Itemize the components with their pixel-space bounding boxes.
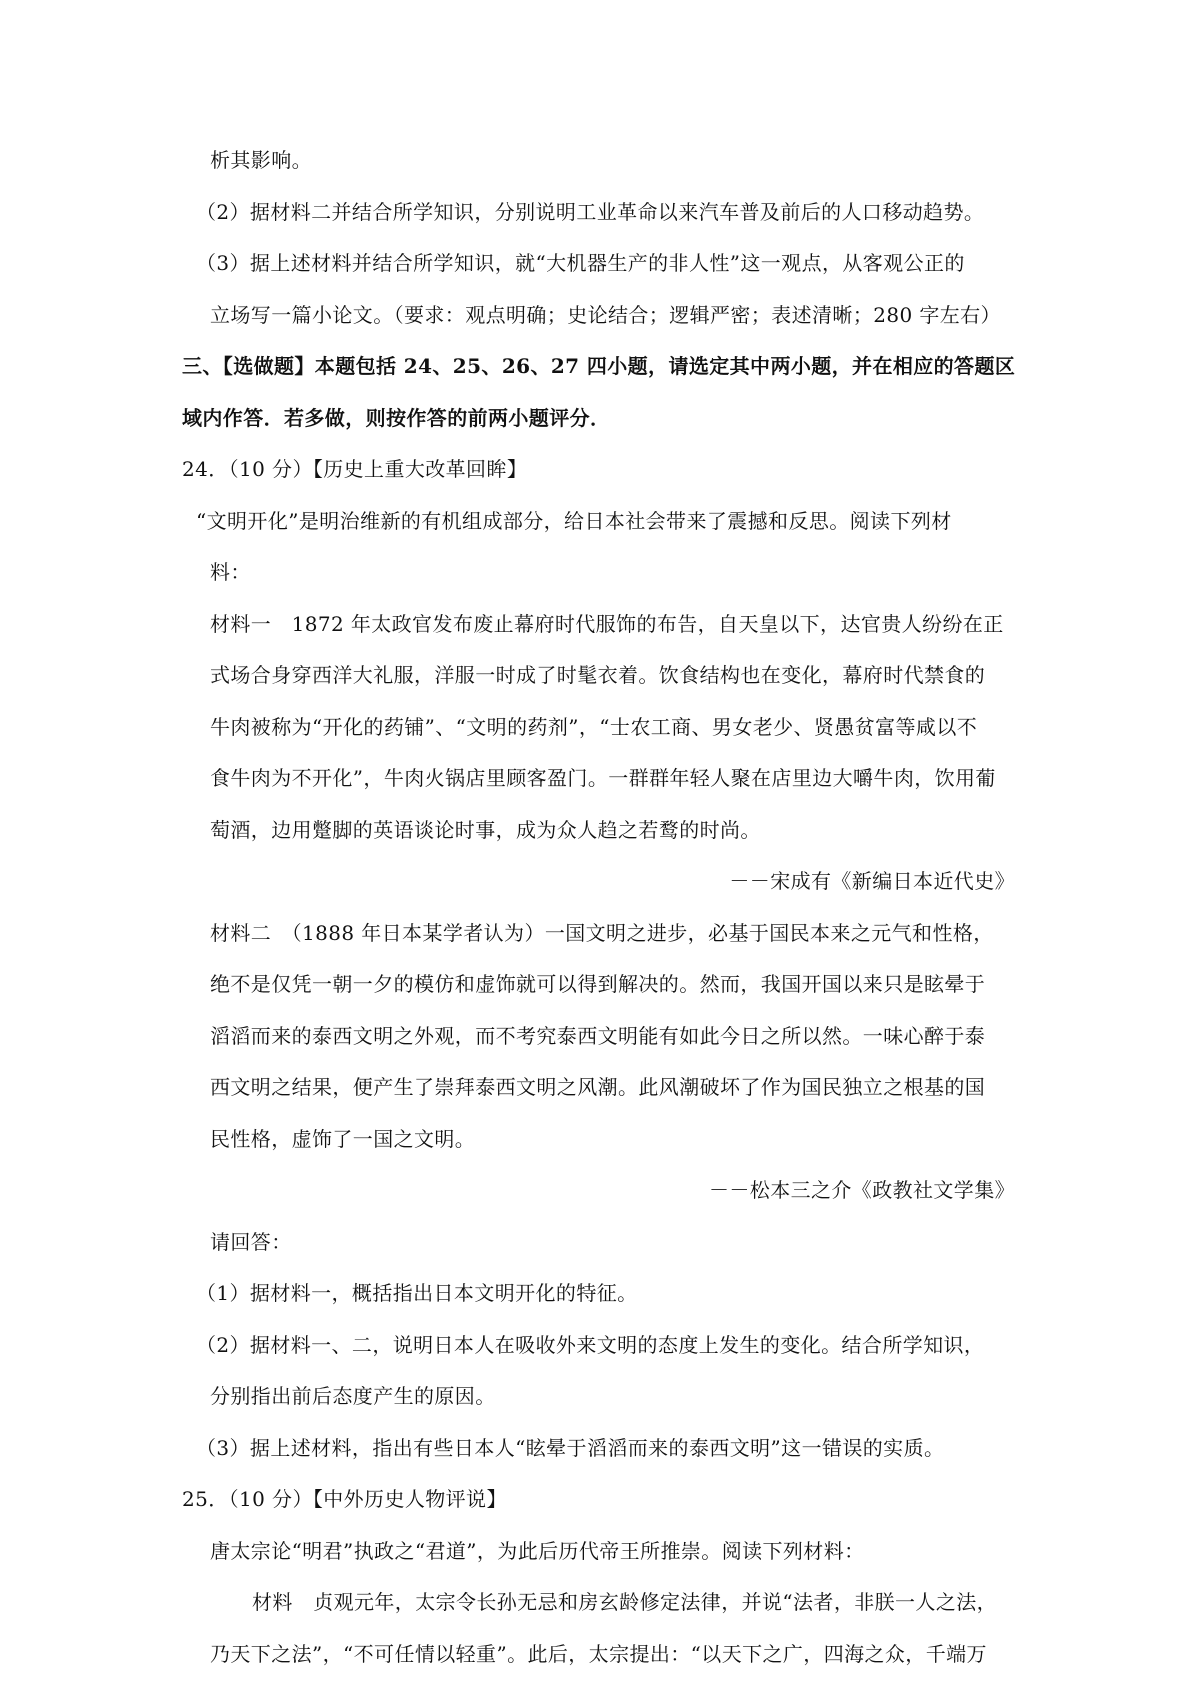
text-line: （2）据材料二并结合所学知识，分别说明工业革命以来汽车普及前后的人口移动趋势。	[196, 199, 985, 224]
question-title: 25．（10 分）【中外历史人物评说】	[182, 1487, 507, 1512]
citation: －－松本三之介《政教社文学集》	[709, 1178, 1015, 1203]
text-line: （1）据材料一，概括指出日本文明开化的特征。	[196, 1281, 638, 1306]
text-line: 食牛肉为不开化”，牛肉火锅店里顾客盈门。一群群年轻人聚在店里边大嚼牛肉，饮用葡	[210, 766, 996, 791]
citation: －－宋成有《新编日本近代史》	[729, 869, 1015, 894]
text-line: 滔滔而来的泰西文明之外观，而不考究泰西文明能有如此今日之所以然。一味心醉于泰	[210, 1023, 986, 1048]
text-line: 唐太宗论“明君”执政之“君道”，为此后历代帝王所推崇。阅读下列材料：	[210, 1538, 865, 1563]
text-line: 西文明之结果，便产生了崇拜泰西文明之风潮。此风潮破坏了作为国民独立之根基的国	[210, 1075, 986, 1100]
text-line: 材料二 （1888 年日本某学者认为）一国文明之进步，必基于国民本来之元气和性格，	[210, 920, 994, 945]
text-line: 式场合身穿西洋大礼服，洋服一时成了时髦衣着。饮食结构也在变化，幕府时代禁食的	[210, 663, 986, 688]
section-heading: 域内作答．若多做，则按作答的前两小题评分．	[182, 405, 611, 430]
text-line: 材料 贞观元年，太宗令长孙无忌和房玄龄修定法律，并说“法者，非朕一人之法，	[252, 1590, 998, 1615]
text-line: 乃天下之法”，“不可任情以轻重”。此后，太宗提出：“以天下之广，四海之众，千端万	[210, 1642, 987, 1666]
text-line: 立场写一篇小论文。（要求：观点明确；史论结合；逻辑严密；表述清晰；280 字左右）	[210, 302, 1001, 327]
text-line: （3）据上述材料，指出有些日本人“眩晕于滔滔而来的泰西文明”这一错误的实质。	[196, 1435, 945, 1460]
text-line: （3）据上述材料并结合所学知识，就“大机器生产的非人性”这一观点，从客观公正的	[196, 251, 965, 276]
text-line: 料：	[210, 560, 251, 585]
text-line: 分别指出前后态度产生的原因。	[210, 1384, 496, 1409]
text-line: 材料一 1872 年太政官发布废止幕府时代服饰的布告，自天皇以下，达官贵人纷纷在正	[210, 611, 1004, 636]
question-title: 24．（10 分）【历史上重大改革回眸】	[182, 457, 528, 482]
text-line: 牛肉被称为“开化的药铺”、“文明的药剂”，“士农工商、男女老少、贤愚贫富等咸以不	[210, 714, 978, 739]
text-line: 民性格，虚饰了一国之文明。	[210, 1126, 476, 1151]
text-line: 析其影响。	[210, 148, 312, 172]
text-line: 绝不是仅凭一朝一夕的模仿和虚饰就可以得到解决的。然而，我国开国以来只是眩晕于	[210, 972, 986, 997]
text-line: “文明开化”是明治维新的有机组成部分，给日本社会带来了震撼和反思。阅读下列材	[196, 508, 952, 533]
section-heading: 三、【选做题】本题包括 24、25、26、27 四小题，请选定其中两小题，并在相应的答题区	[182, 354, 1016, 379]
text-line: 请回答：	[210, 1229, 292, 1254]
text-line: （2）据材料一、二，说明日本人在吸收外来文明的态度上发生的变化。结合所学知识，	[196, 1332, 985, 1357]
text-line: 萄酒，边用蹩脚的英语谈论时事，成为众人趋之若鹜的时尚。	[210, 817, 761, 842]
